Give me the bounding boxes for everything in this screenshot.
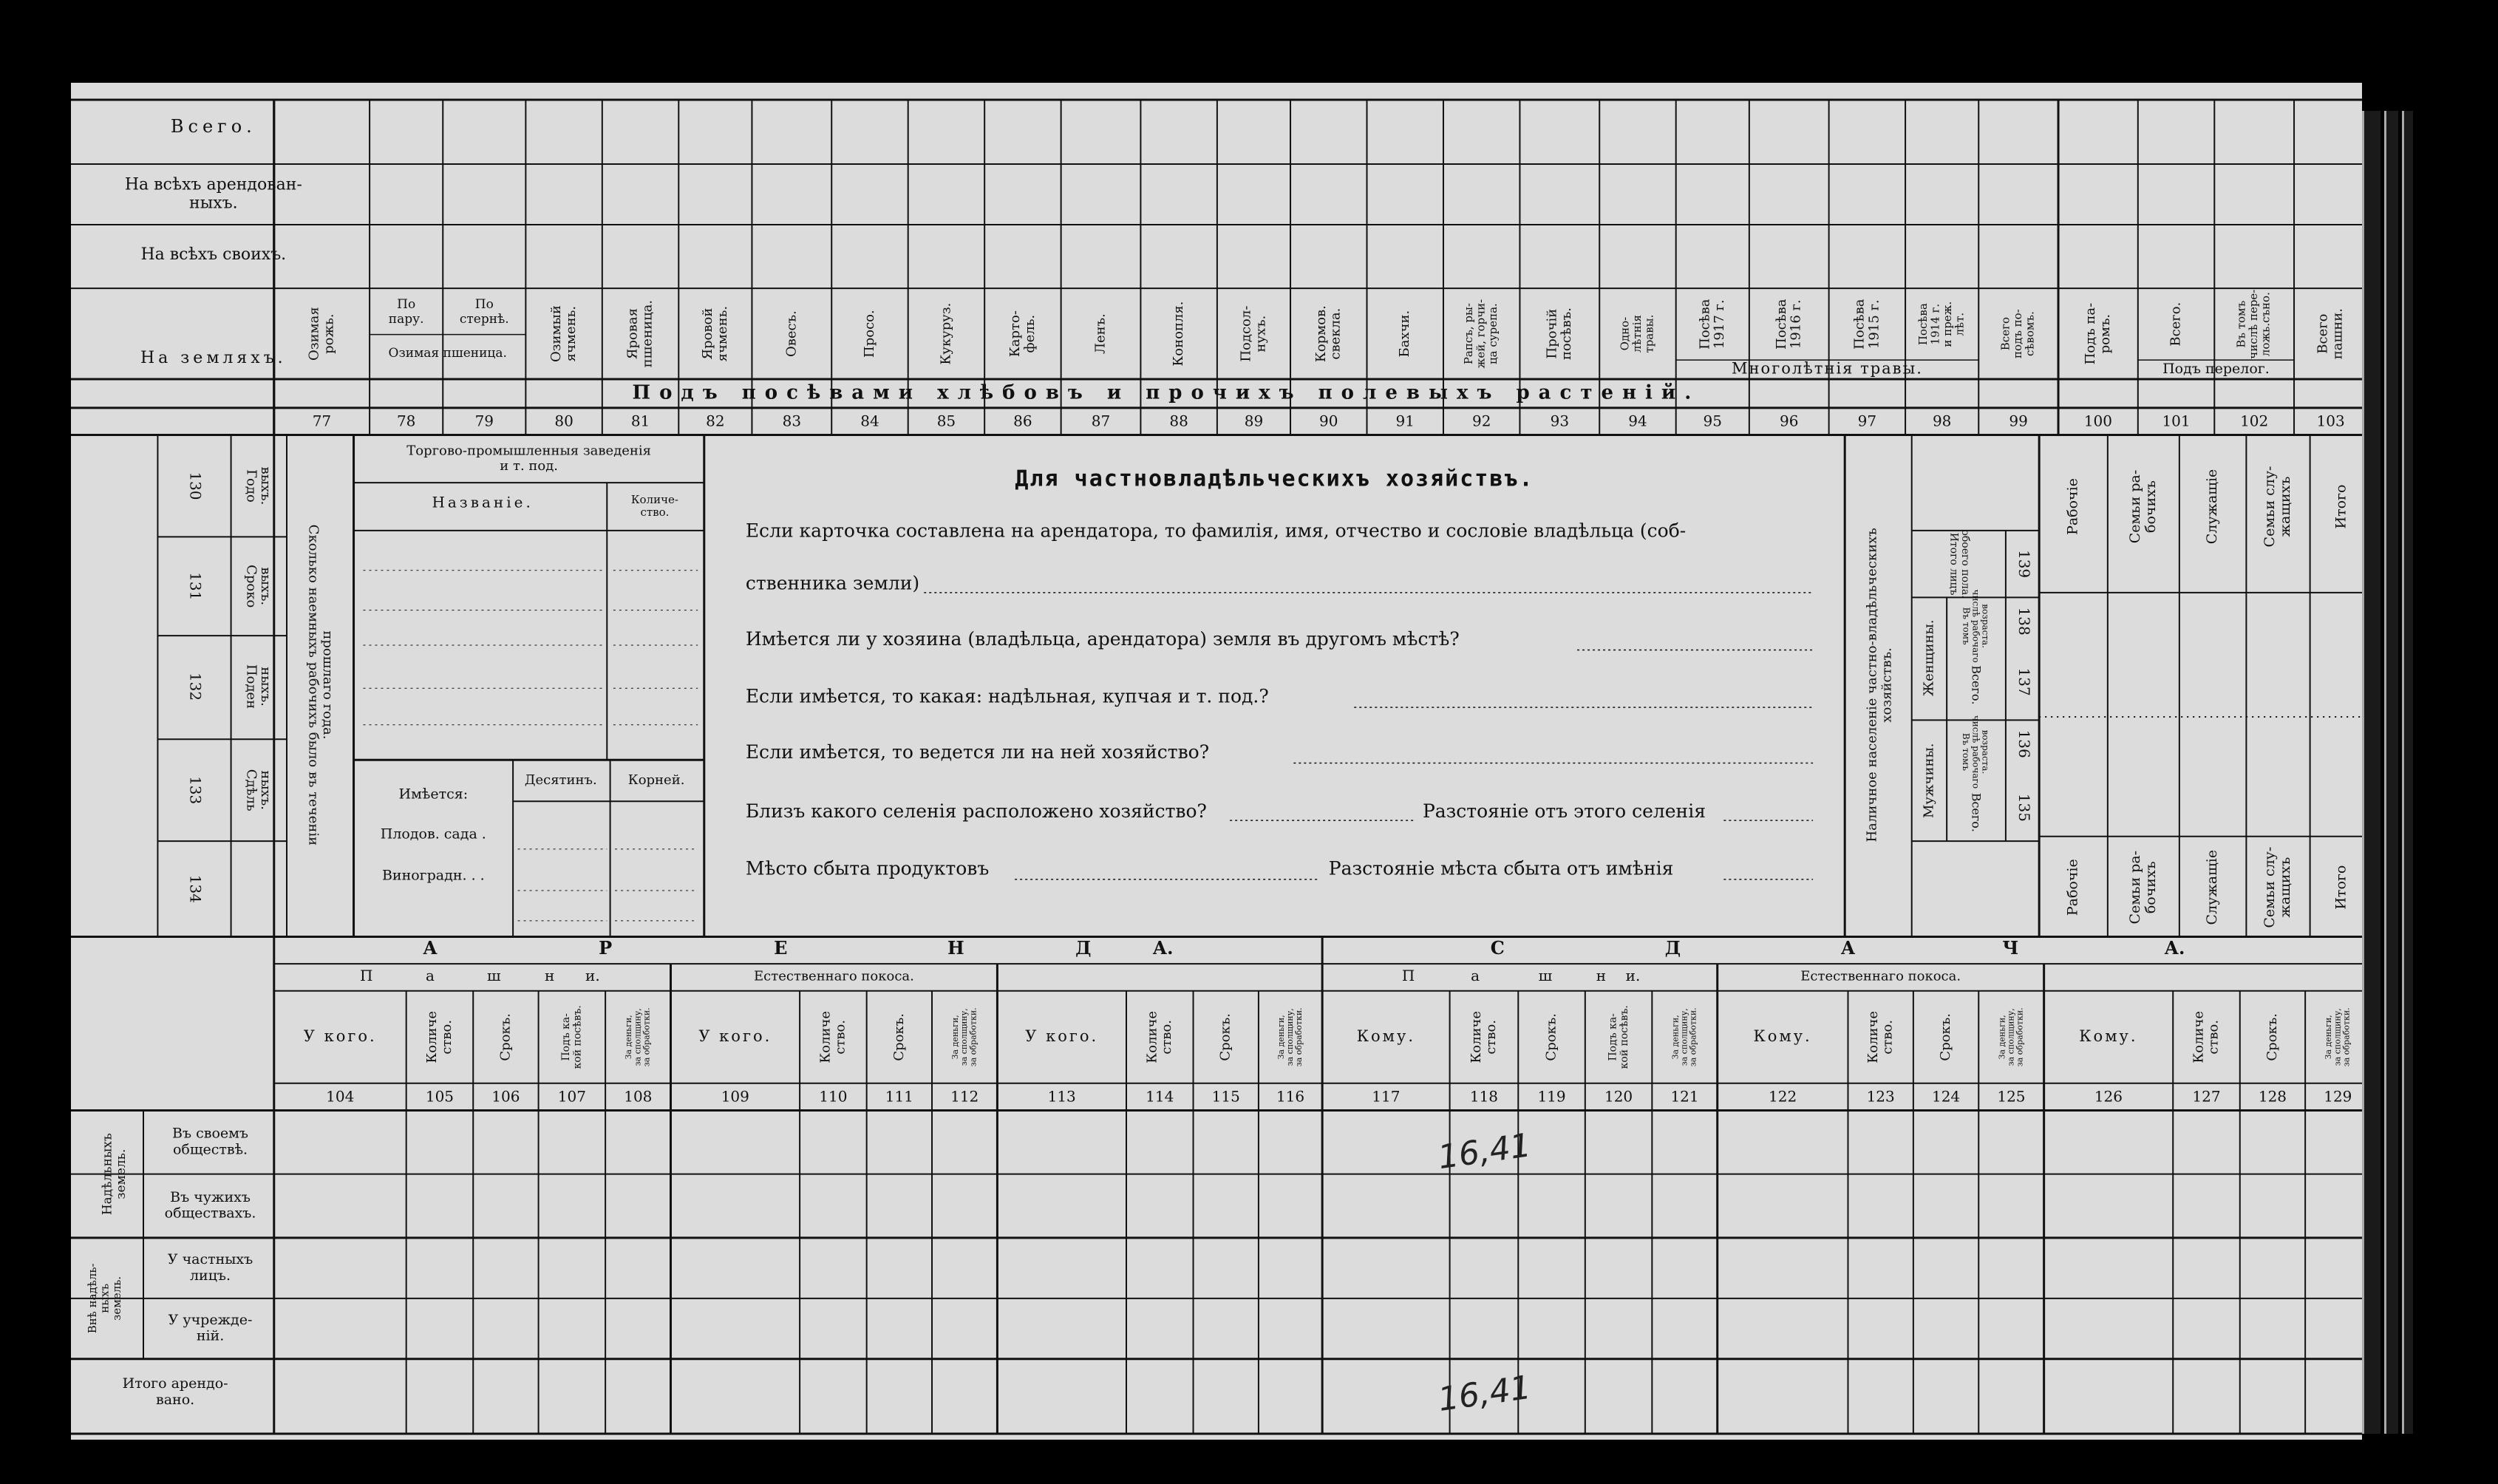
worker-type-label: ныхъ. (258, 770, 274, 811)
sdacha-column-number: 120 (1604, 1087, 1633, 1106)
vsego-f: Всего. (1969, 665, 1984, 705)
v-tom-f: возраста. (1980, 604, 1991, 649)
handwritten-note-1: 16,41 (1435, 1126, 1534, 1177)
worker-type-label: Сдѣль (243, 769, 259, 811)
crop-header: пару. (388, 311, 424, 327)
sub-header-ozimaya-pshenitsa: Озимая пшеница. (388, 346, 507, 361)
row-label-vsego: Всего. (170, 115, 256, 137)
sdacha-title-letter: С (1490, 937, 1505, 959)
crop-header: 1914 г. (1928, 303, 1942, 345)
arenda-column-number: 115 (1211, 1087, 1240, 1106)
crop-header: пшеница. (639, 299, 656, 368)
column-number: 90 (1319, 412, 1338, 430)
sdacha-header: За деньги, (1670, 1015, 1681, 1060)
crop-header: Всего. (2168, 302, 2184, 347)
arenda-column-number: 111 (885, 1087, 913, 1106)
sdacha-column-number: 127 (2192, 1087, 2221, 1106)
crop-header: жей, горчи- (1474, 299, 1488, 369)
sdacha-column-number: 123 (1866, 1087, 1895, 1106)
crop-header: Конопля. (1171, 301, 1187, 367)
worker-col-header-bottom: Рабочіе (2064, 859, 2081, 916)
sdacha-header: Срокъ. (1543, 1013, 1559, 1061)
crop-header: Прочій (1544, 308, 1560, 359)
column-number: 79 (474, 412, 494, 430)
column-number: 95 (1703, 412, 1722, 430)
sub-header-mnogoletnie: Многолѣтнія травы. (1732, 359, 1923, 378)
arenda-header: ство. (832, 1019, 848, 1055)
worker-col-header: Итого (2332, 484, 2349, 529)
sdacha-column-number: 125 (1997, 1087, 2026, 1106)
crop-header: 1916 г. (1788, 299, 1804, 350)
sdacha-header: Подъ ка- (1607, 1013, 1619, 1061)
arenda-pashni: а (426, 966, 435, 984)
arenda-title-letter: А (423, 937, 438, 959)
sdacha-pashni: н (1596, 966, 1607, 984)
sdacha-header: за обработки. (1688, 1007, 1698, 1067)
row-chastnykh-lits: лицъ. (189, 1267, 231, 1284)
trade-title: Торгово-промышленныя заведенія (406, 443, 652, 459)
crop-header: Яровая (624, 308, 641, 360)
sdacha-column-number: 118 (1469, 1087, 1499, 1106)
row-svoem-obshchestve: Въ своемъ (172, 1125, 249, 1142)
vsego-m: Всего. (1969, 792, 1984, 833)
worker-type-label: выхъ. (258, 466, 274, 506)
arenda-header: У кого. (303, 1027, 377, 1045)
column-number: 91 (1395, 412, 1415, 430)
crop-header: Посѣва (1851, 299, 1868, 350)
arenda-column-number: 108 (624, 1087, 653, 1106)
worker-col-header-bottom: Семьи ра- (2126, 850, 2143, 925)
crop-header: Просо. (861, 310, 877, 358)
arenda-header: За деньги, (1276, 1015, 1286, 1060)
worker-type-label: ныхъ. (258, 667, 274, 707)
arenda-header: Количе (817, 1010, 834, 1063)
worker-col-header: Служащіе (2204, 469, 2221, 545)
private-title: Для частновладѣльческихъ хозяйствъ. (1015, 466, 1534, 492)
arenda-pokos: Естественнаго покоса. (754, 968, 914, 984)
arenda-header: Количе (424, 1010, 440, 1063)
column-number: 101 (2162, 412, 2191, 430)
sdacha-header: за обработки. (2341, 1007, 2352, 1067)
arenda-header: За деньги, (950, 1015, 961, 1060)
arenda-header: за сполщину, (1285, 1008, 1296, 1066)
crop-header: Кукуруз. (938, 302, 954, 365)
column-number: 92 (1471, 412, 1491, 430)
question-5: Близъ какого селенія расположено хозяйство? (745, 800, 1207, 822)
sdacha-pashni: П (1401, 966, 1415, 984)
population-title: хозяйствъ. (1879, 647, 1895, 723)
sdacha-header: Кому. (2079, 1027, 2138, 1045)
crop-header: лѣтнія (1630, 315, 1644, 353)
crop-header: Всего (2315, 313, 2331, 354)
worker-col-header-bottom: Итого (2332, 865, 2349, 910)
imeetsya-label: Имѣется: (398, 786, 469, 803)
crop-header: Озимая (306, 307, 322, 361)
worker-col-header: Семьи слу- (2262, 466, 2279, 548)
sub-header-pod-perelog: Подъ перелог. (2162, 361, 2270, 378)
arenda-pashni: ш (486, 966, 501, 984)
crop-header: ложь.съно. (2259, 292, 2273, 357)
column-number: 84 (860, 412, 879, 430)
row-label-arendovannykh: На всѣхъ арендован- (124, 175, 302, 194)
sdacha-header: ство. (1879, 1019, 1896, 1055)
worker-col-header: жащихъ (2276, 476, 2293, 537)
arenda-header: за обработки. (641, 1007, 652, 1067)
crop-header: Въ томъ (2234, 300, 2248, 348)
worker-col-header-bottom: жащихъ (2276, 857, 2293, 918)
korney-header: Корней. (627, 772, 685, 789)
sdacha-pashni: а (1471, 966, 1480, 984)
crop-header: числѣ пере- (2247, 289, 2261, 359)
arenda-header: Подъ ка- (560, 1013, 573, 1061)
row-itogo: вано. (156, 1391, 195, 1408)
row-label-na-zemlyakh: На земляхъ. (140, 349, 287, 368)
crop-header: По (397, 297, 416, 313)
page-edges (2362, 111, 2424, 1434)
sdacha-title-letter: А (1840, 937, 1856, 959)
v-tom-f: Въ томъ (1961, 607, 1972, 645)
sdacha-header: За деньги, (1997, 1015, 2007, 1060)
trade-title: и т. под. (500, 458, 559, 474)
trade-name-header: Названіе. (432, 493, 534, 511)
question-5-distance: Разстояніе отъ этого селенія (1422, 800, 1706, 822)
worker-col-header-bottom: Служащіе (2204, 849, 2221, 925)
v-tom-m: числѣ рабочаго (1970, 715, 1981, 789)
column-number: 80 (554, 412, 574, 430)
arenda-title-letter: А. (1152, 937, 1174, 959)
nadelnykh-label: земель. (114, 1148, 129, 1199)
vne-nadelnykh-label: Внѣ надѣль- (85, 1263, 99, 1334)
row-uchrezhdeniy: У учрежде- (168, 1311, 253, 1328)
arenda-header: Количе (1144, 1010, 1160, 1063)
crop-header: нухъ. (1253, 315, 1269, 353)
column-number: 96 (1780, 412, 1799, 430)
livestock-number: 134 (186, 874, 205, 903)
arenda-header: кой посѣвъ. (571, 1005, 584, 1069)
population-number: 135 (2015, 793, 2034, 822)
itogo-obeikh: обоего пола. (1959, 529, 1972, 599)
column-number: 85 (936, 412, 956, 430)
crop-header: Яровой (699, 307, 715, 360)
arenda-header: за обработки. (968, 1007, 979, 1067)
crop-header: Ленъ. (1092, 313, 1109, 355)
crop-header: и преж. (1940, 301, 1954, 347)
column-number: 78 (396, 412, 416, 430)
column-number: 93 (1550, 412, 1570, 430)
worker-col-header-bottom: Семьи слу- (2262, 846, 2279, 928)
sdacha-header: кой посѣвъ. (1618, 1005, 1630, 1069)
column-number: 103 (2316, 412, 2345, 430)
arenda-header: за обработки. (1294, 1007, 1304, 1067)
sdacha-header: ство. (2205, 1019, 2222, 1055)
crop-header: Подъ па- (2083, 302, 2099, 365)
sdacha-column-number: 129 (2324, 1087, 2352, 1106)
arenda-pashni: н (545, 966, 555, 984)
hired-workers-label: Сколько наемныхъ рабочихъ было въ теченіи (305, 524, 321, 846)
crop-header: Кормов. (1313, 305, 1329, 363)
row-label-arendovannykh: ныхъ. (189, 194, 238, 213)
sdacha-header: Срокъ. (2264, 1013, 2280, 1061)
row-svoem-obshchestve: обществѣ. (172, 1141, 248, 1158)
worker-type-label: выхъ. (258, 567, 274, 606)
question-3: Если имѣется, то какая: надѣльная, купчая и т. под.? (745, 685, 1269, 707)
worker-type-label: Годо (243, 469, 259, 503)
column-number: 98 (1932, 412, 1952, 430)
sdacha-header: За деньги, (2324, 1015, 2334, 1060)
trade-item-sad: Плодов. сада . (380, 826, 486, 843)
census-card-sheet (71, 83, 2362, 1440)
arenda-header: У кого. (1025, 1027, 1099, 1045)
crop-header: сѣвомъ. (2023, 311, 2037, 357)
sdacha-header: Количе (1468, 1010, 1485, 1063)
crop-header: Бахчи. (1397, 310, 1413, 358)
arenda-header: за сполщину, (959, 1008, 970, 1066)
crop-header: фель. (1021, 314, 1038, 353)
sdacha-header: Количе (1865, 1010, 1881, 1063)
worker-col-header: бочихъ (2142, 480, 2159, 533)
column-number: 86 (1013, 412, 1032, 430)
crop-header: Всего (1998, 316, 2012, 351)
question-1: Если карточка составлена на арендатора, то фамилія, имя, отчество и сословіе владѣльца (соб- (745, 520, 1687, 542)
column-number: 82 (706, 412, 725, 430)
arenda-header: У кого. (698, 1027, 772, 1045)
arenda-header: Срокъ. (1217, 1013, 1233, 1061)
sdacha-header: за сполщину, (2006, 1008, 2016, 1066)
v-tom-f: числѣ рабочаго (1970, 589, 1981, 663)
handwritten-note-2: 16,41 (1435, 1368, 1534, 1419)
column-number: 102 (2240, 412, 2269, 430)
crop-header: Посѣва (1916, 303, 1930, 346)
sdacha-title-letter: Д (1664, 937, 1681, 959)
population-title: Наличное населеніе частно-владѣльческихъ (1864, 528, 1880, 843)
row-chuzhikh-obshchestvakh: Въ чужихъ (170, 1188, 251, 1205)
livestock-number: 131 (186, 572, 205, 601)
sdacha-header: Количе (2191, 1010, 2207, 1063)
crop-header: Овесъ. (783, 310, 800, 358)
sdacha-title-letter: А. (2164, 937, 2185, 959)
crop-header: свекла. (1327, 307, 1344, 360)
vne-nadelnykh-label: ныхъ (98, 1283, 112, 1313)
v-tom-m: Въ томъ (1961, 732, 1972, 771)
column-number: 97 (1857, 412, 1877, 430)
trade-qty-header: ство. (640, 506, 670, 520)
crop-header: травы. (1642, 314, 1656, 353)
arenda-column-number: 116 (1276, 1087, 1305, 1106)
vne-nadelnykh-label: земель. (109, 1276, 123, 1321)
arenda-header: ство. (438, 1019, 455, 1055)
worker-col-header-bottom: бочихъ (2142, 861, 2159, 914)
crop-header: ца сурепа. (1486, 303, 1500, 364)
crop-header: Одно- (1618, 316, 1632, 351)
column-number: 89 (1244, 412, 1264, 430)
crop-header: ячмень. (562, 305, 579, 362)
arenda-column-number: 112 (950, 1087, 979, 1106)
crop-header: ячмень. (714, 305, 730, 362)
crop-header: Карто- (1007, 310, 1023, 358)
arenda-title-letter: Р (599, 937, 613, 959)
arenda-column-number: 109 (721, 1087, 749, 1106)
sdacha-header: ство. (1483, 1019, 1499, 1055)
arenda-column-number: 110 (819, 1087, 848, 1106)
sdacha-column-number: 117 (1372, 1087, 1401, 1106)
row-itogo: Итого арендо- (122, 1375, 228, 1392)
sdacha-column-number: 122 (1769, 1087, 1797, 1106)
arenda-title-letter: Н (947, 937, 964, 959)
sdacha-header: Кому. (1356, 1027, 1416, 1045)
crop-header: 1915 г. (1866, 299, 1882, 350)
sdacha-header: за сполщину, (1679, 1008, 1689, 1066)
arenda-header: Срокъ. (891, 1013, 907, 1061)
arenda-column-number: 107 (557, 1087, 586, 1106)
crop-header: Посѣва (1773, 299, 1789, 350)
crop-header: Озимый (548, 305, 565, 363)
arenda-column-number: 113 (1047, 1087, 1076, 1106)
row-chuzhikh-obshchestvakh: обществахъ. (164, 1205, 256, 1222)
livestock-number: 132 (186, 672, 205, 701)
arenda-column-number: 105 (425, 1087, 455, 1106)
crop-header: Подсол- (1238, 305, 1254, 362)
sdacha-column-number: 124 (1931, 1087, 1961, 1106)
crop-header: пашни. (2329, 308, 2346, 360)
sdacha-header: Срокъ. (1938, 1013, 1954, 1061)
worker-col-header: Рабочіе (2064, 478, 2081, 535)
worker-type-label: Поден (243, 664, 259, 709)
crop-header: По (474, 297, 494, 313)
population-number: 138 (2015, 607, 2034, 636)
arenda-title-letter: Е (774, 937, 788, 959)
arenda-pashni: П (360, 966, 373, 984)
trade-item-vinograd: Виноградн. . . (381, 867, 485, 884)
column-number: 94 (1628, 412, 1647, 430)
muzhchiny-label: Мужчины. (1921, 743, 1937, 819)
sdacha-column-number: 119 (1537, 1087, 1566, 1106)
arenda-header: За деньги, (624, 1015, 634, 1060)
census-card (71, 83, 2362, 1440)
arenda-header: ство. (1159, 1019, 1175, 1055)
column-number: 99 (2009, 412, 2028, 430)
crop-header: посѣвъ. (1559, 307, 1575, 361)
column-number: 81 (630, 412, 650, 430)
crop-header: лѣт. (1953, 312, 1967, 336)
worker-col-header: Семьи ра- (2126, 469, 2143, 544)
banner-pod-posevami: Подъ посѣвами хлѣбовъ и прочихъ полевыхъ растеній. (632, 381, 1701, 404)
column-number: 77 (312, 412, 332, 430)
column-number: 83 (782, 412, 802, 430)
v-tom-m: возраста. (1980, 729, 1991, 775)
arenda-pashni: и. (585, 966, 600, 984)
sdacha-title-letter: Ч (2002, 937, 2019, 959)
nadelnykh-label: Надѣльныхъ (100, 1133, 115, 1216)
arenda-column-number: 106 (491, 1087, 520, 1106)
crop-header: рожь. (321, 313, 337, 354)
sdacha-pashni: ш (1538, 966, 1553, 984)
population-number: 139 (2015, 549, 2034, 579)
hired-workers-label: прошлаго года. (320, 630, 336, 740)
crop-header: ромъ. (2097, 313, 2113, 354)
sdacha-column-number: 126 (2094, 1087, 2123, 1106)
question-4: Если имѣется, то ведется ли на ней хозяйство? (745, 741, 1210, 763)
crop-header: стернѣ. (459, 311, 509, 327)
sdacha-column-number: 128 (2258, 1087, 2287, 1106)
livestock-number: 133 (186, 776, 205, 805)
arenda-title-letter: Д (1075, 937, 1092, 959)
population-number: 136 (2015, 729, 2034, 758)
sdacha-header: за сполщину, (2332, 1008, 2343, 1066)
column-number: 88 (1169, 412, 1188, 430)
desyatin-header: Десятинъ. (524, 772, 597, 789)
row-uchrezhdeniy: ній. (196, 1327, 225, 1344)
question-6-distance: Разстояніе мѣста сбыта отъ имѣнія (1328, 857, 1674, 879)
trade-qty-header: Количе- (630, 492, 678, 506)
column-number: 100 (2083, 412, 2113, 430)
livestock-number: 130 (186, 472, 205, 500)
sdacha-header: за обработки. (2015, 1007, 2025, 1067)
crop-header: 1917 г. (1712, 299, 1728, 350)
crop-header: подъ по- (2011, 309, 2025, 358)
itogo-obeikh: Итого лицъ (1947, 532, 1960, 596)
sdacha-pashni: и. (1625, 966, 1641, 984)
row-label-svoikh: На всѣхъ своихъ. (140, 245, 287, 264)
worker-type-label: Сроко (243, 565, 259, 608)
population-number: 137 (2015, 667, 2034, 696)
arenda-header: Срокъ. (497, 1013, 514, 1061)
crop-header: Рапсъ, ры- (1462, 303, 1476, 365)
arenda-column-number: 104 (326, 1087, 355, 1106)
arenda-column-number: 114 (1146, 1087, 1174, 1106)
question-6: Мѣсто сбыта продуктовъ (745, 857, 990, 879)
column-number: 87 (1091, 412, 1111, 430)
question-1-cont: ственника земли) (745, 572, 920, 594)
row-chastnykh-lits: У частныхъ (167, 1250, 253, 1267)
sdacha-pokos: Естественнаго покоса. (1800, 968, 1961, 984)
question-2: Имѣется ли у хозяина (владѣльца, арендатора) земля въ другомъ мѣстѣ? (745, 628, 1460, 650)
sdacha-column-number: 121 (1670, 1087, 1699, 1106)
arenda-header: за сполщину, (633, 1008, 643, 1066)
sdacha-header: Кому. (1753, 1027, 1812, 1045)
zhenshchiny-label: Женщины. (1921, 619, 1937, 697)
crop-header: Посѣва (1697, 299, 1713, 350)
